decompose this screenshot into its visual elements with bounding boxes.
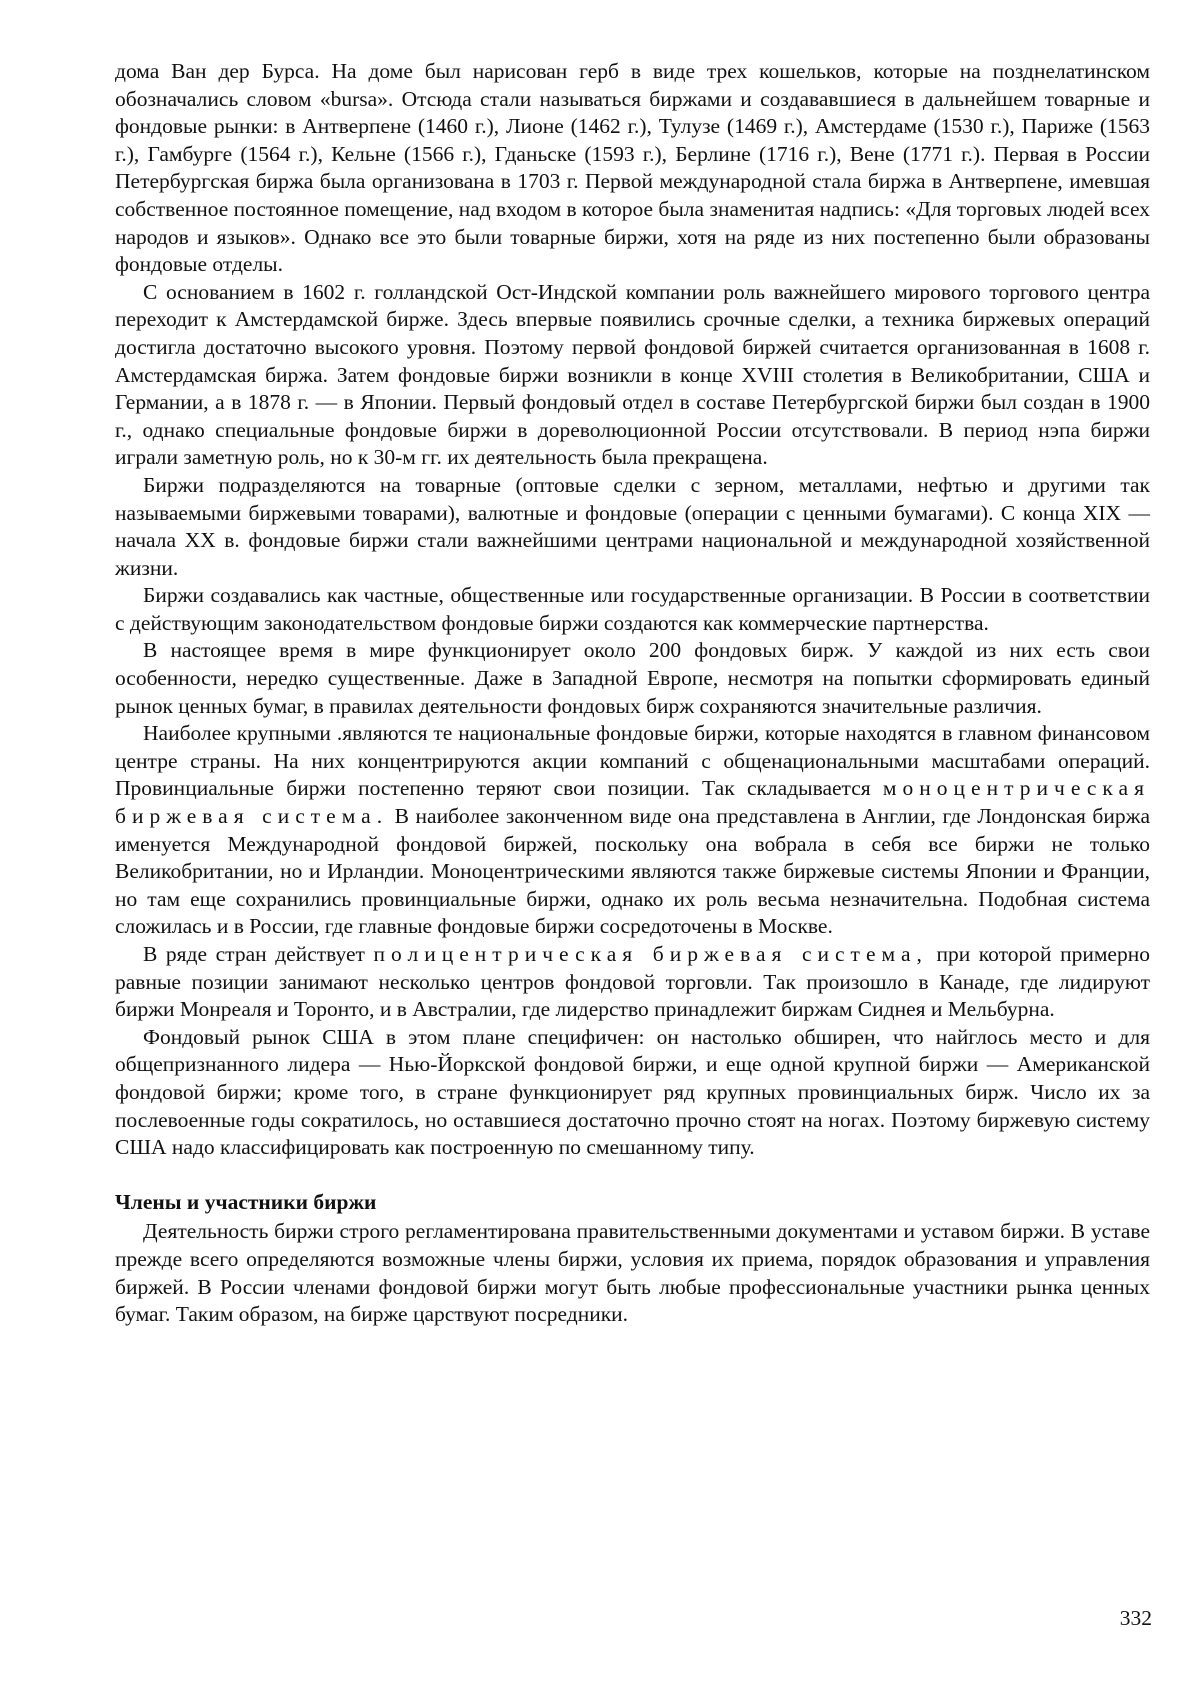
paragraph-4: Биржи создавались как частные, общественные или государственные организации. В России в соответствии с действующим законодательством фондовые биржи создаются как коммерческие партнерства. [115,583,1150,635]
section-heading: Члены и участники биржи [115,1189,377,1214]
paragraph-2: С основанием в 1602 г. голландской Ост-Индской компании роль важнейшего мирового торгового центра переходит к Амстердамской бирже. Здесь впервые появились срочные сделки, а техника биржевых операций достигла достаточно высокого уровня. Поэтому первой фондовой биржей считается организованная в 1608 г. Амстердамская биржа. Затем фондовые биржи возникли в конце XVIII столетия в Великобритании, США и Германии, а в 1878 г. — в Японии. Первый фондовый отдел в составе Петербургской биржи был создан в 1900 г., однако специальные фондовые биржи в дореволюционной России отсутствовали. В период нэпа биржи играли заметную роль, но к 30-м гг. их деятельность была прекращена. [115,279,1150,470]
paragraph-6-text-after: В наиболее законченном виде она представлена в Англии, где Лондонская биржа именуется Международной фондовой биржей, поскольку она вобрала в себя все биржи не только Великобритании, но и Ирландии. Моноцентрическими являются также биржевые системы Японии и Франции, но там еще сохранились провинциальные биржи, однако их роль весьма незначительна. Подобная система сложилась и в России, где главные фондовые биржи сосредоточены в Москве. [115,804,1151,939]
paragraph-7-text-before: В ряде стран действует [143,942,374,966]
paragraph-6 [115,720,1150,941]
paragraph-5: В настоящее время в мире функционирует около 200 фондовых бирж. У каждой из них есть свои особенности, нередко существенные. Даже в Западной Европе, несмотря на попытки сформировать единый рынок ценных бумаг, в правилах деятельности фондовых бирж сохраняются значительные различия. [115,638,1150,718]
paragraph-3: Биржи подразделяются на товарные (оптовые сделки с зерном, металлами, нефтью и другими так называемыми биржевыми товарами), валютные и фондовые (операции с ценными бумагами). С конца XIX — начала XX в. фондовые биржи стали важнейшими центрами национальной и международной хозяйственной жизни. [115,472,1150,580]
term-polycentric-system: полицентрическая биржевая система, [373,942,928,966]
term-monocentric-system: моноцентрическая биржевая система. [115,776,1150,829]
page-number: 332 [1119,1606,1152,1630]
paragraph-7 [115,941,1150,1024]
document-page [115,58,1150,1329]
paragraph-1: дома Ван дер Бурса. На доме был нарисован герб в виде трех кошельков, которые на позднелатинском обозначались словом «bursa». Отсюда стали называться биржами и создававшиеся в дальнейшем товарные и фондовые рынки: в Антверпене (1460 г.), Лионе (1462 г.), Тулузе (1469 г.), Амстердаме (1530 г.), Париже (1563 г.), Гамбурге (1564 г.), Кельне (1566 г.), Гданьске (1593 г.), Берлине (1716 г.), Вене (1771 г.). Первая в России Петербургская биржа была организована в 1703 г. Первой международной стала биржа в Антверпене, имевшая собственное постоянное помещение, над входом в которое была знаменитая надпись: «Для торговых людей всех народов и языков». Однако все это были товарные биржи, хотя на ряде из них постепенно были образованы фондовые отделы. [115,59,1150,277]
paragraph-6-text-before: Наиболее крупными .являются те национальные фондовые биржи, которые находятся в главном финансовом центре страны. На них концентрируются акции компаний с общенациональными масштабами операций. Провинциальные биржи постепенно теряют свои позиции. Так складывается [115,721,1150,801]
paragraph-7-text-after: при которой примерно равные позиции занимают несколько центров фондовой торговли. Так произошло в Канаде, где лидируют биржи Монреаля и Торонто, и в Австралии, где лидерство принадлежит биржам Сиднея и Мельбурна. [115,942,1150,1022]
paragraph-8: Фондовый рынок США в этом плане специфичен: он настолько обширен, что найглось место и для общепризнанного лидера — Нью-Йоркской фондовой биржи, и еще одной крупной биржи — Американской фондовой биржи; кроме того, в стране функционирует ряд крупных провинциальных бирж. Число их за послевоенные годы сократилось, но оставшиеся достаточно прочно стоят на ногах. Поэтому биржевую систему США надо классифицировать как построенную по смешанному типу. [115,1024,1150,1160]
section-paragraph: Деятельность биржи строго регламентирована правительственными документами и уставом биржи. В уставе прежде всего определяются возможные члены биржи, условия их приема, порядок образования и управления биржей. В России членами фондовой биржи могут быть любые профессиональные участники рынка ценных бумаг. Таким образом, на бирже царствуют посредники. [115,1219,1150,1327]
